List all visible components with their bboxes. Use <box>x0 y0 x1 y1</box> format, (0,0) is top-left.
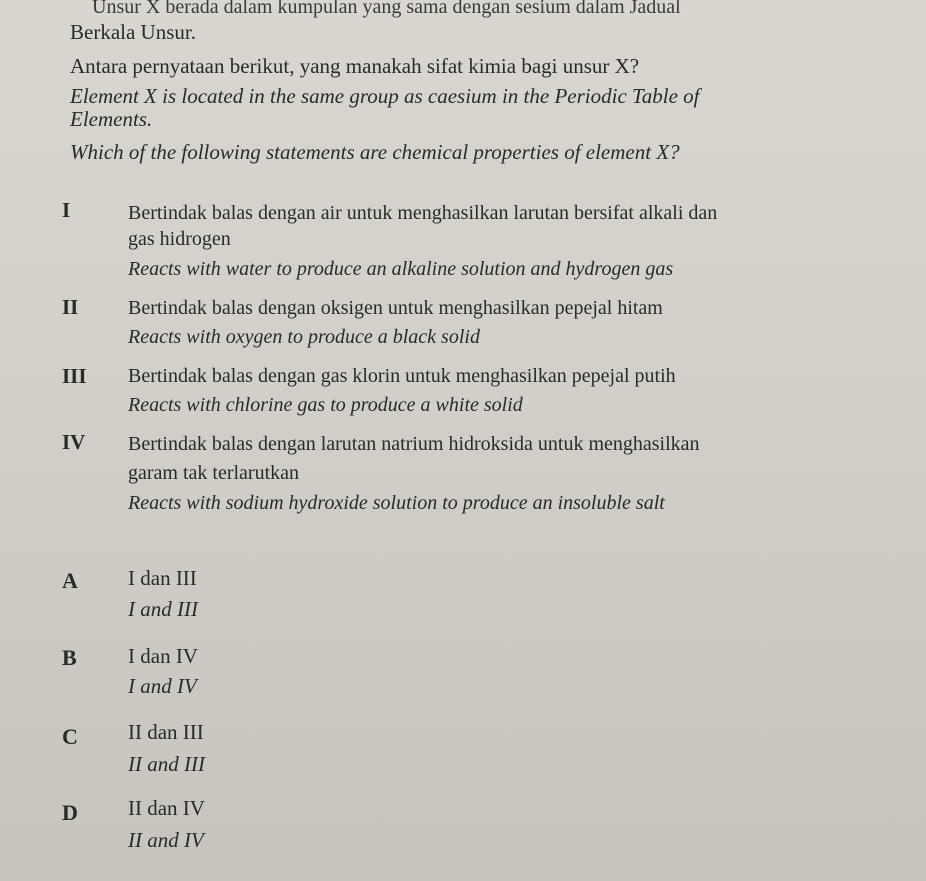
statement-number: IV <box>62 430 86 454</box>
option-a-english: I and III <box>128 597 198 621</box>
question-context-line: Berkala Unsur. <box>70 20 196 44</box>
statement-english: Reacts with sodium hydroxide solution to produce an insoluble salt <box>128 492 665 514</box>
option-c-malay: II dan III <box>128 720 204 744</box>
statement-english: Reacts with oxygen to produce a black solid <box>128 326 480 348</box>
statement-english: Reacts with chlorine gas to produce a white solid <box>128 394 523 416</box>
statement-malay-line1: Bertindak balas dengan gas klorin untuk menghasilkan pepejal putih <box>128 365 676 387</box>
statement-malay-line2: gas hidrogen <box>128 228 231 250</box>
statement-malay-line1: Bertindak balas dengan oksigen untuk menghasilkan pepejal hitam <box>128 297 663 319</box>
option-c-english: II and III <box>128 752 205 776</box>
question-english-line2: Elements. <box>70 107 153 131</box>
option-letter-d: D <box>62 800 78 825</box>
statement-english: Reacts with water to produce an alkaline solution and hydrogen gas <box>128 258 674 280</box>
option-b-english: I and IV <box>128 674 197 698</box>
option-letter-a: A <box>62 568 78 593</box>
cropped-previous-line: Unsur X berada dalam kumpulan yang sama dengan sesium dalam Jadual <box>92 0 681 18</box>
question-english-line1: Element X is located in the same group as caesium in the Periodic Table of <box>70 84 700 108</box>
statement-malay-line2: garam tak terlarutkan <box>128 462 300 484</box>
option-b-malay: I dan IV <box>128 644 198 668</box>
option-letter-b: B <box>62 645 77 670</box>
option-a-malay: I dan III <box>128 566 197 590</box>
statement-malay-line1: Bertindak balas dengan larutan natrium hidroksida untuk menghasilkan <box>128 433 700 455</box>
statement-number: III <box>62 364 87 388</box>
option-d-malay: II dan IV <box>128 796 205 820</box>
statement-malay-line1: Bertindak balas dengan air untuk menghasilkan larutan bersifat alkali dan <box>128 202 718 224</box>
statement-number: I <box>62 198 71 222</box>
option-d-english: II and IV <box>128 828 204 852</box>
statement-number: II <box>62 295 79 319</box>
option-letter-c: C <box>62 724 78 749</box>
question-malay: Antara pernyataan berikut, yang manakah sifat kimia bagi unsur X? <box>70 54 640 78</box>
question-english-line3: Which of the following statements are chemical properties of element X? <box>70 140 680 164</box>
